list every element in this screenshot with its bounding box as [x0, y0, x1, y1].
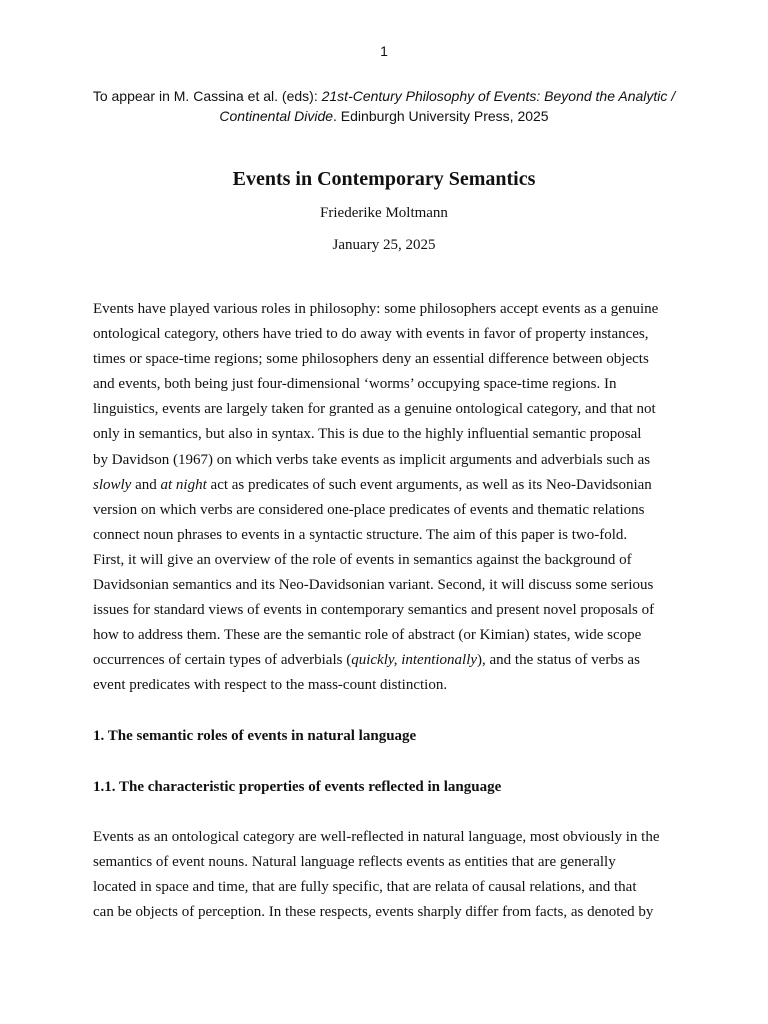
paper-date: January 25, 2025: [332, 237, 436, 253]
abstract-line: and events, both being just four-dimensional ‘worms’ occupying space-time regions. In: [93, 376, 617, 393]
italic-term: quickly, intentionally: [351, 652, 478, 669]
abstract-line: [93, 473, 693, 498]
abstract-line: version on which verbs are considered one-place predicates of events and thematic relations: [93, 501, 645, 518]
citation-note: [60, 86, 708, 126]
abstract-line: [93, 648, 693, 673]
paper-title: Events in Contemporary Semantics: [232, 168, 536, 190]
abstract-line: how to address them. These are the semantic role of abstract (or Kimian) states, wide scope: [93, 627, 642, 644]
abstract-line: ontological category, others have tried to do away with events in favor of property instances,: [93, 326, 649, 343]
abstract-line: by Davidson (1967) on which verbs take events as implicit arguments and adverbials such as: [93, 451, 651, 468]
body-line: located in space and time, that are fully specific, that are relata of causal relations, and that: [93, 879, 637, 896]
italic-term: slowly: [93, 476, 132, 493]
book-title-line1: 21st-Century Philosophy of Events: Beyond the Analytic /: [321, 88, 676, 104]
citation-prefix: To appear in M. Cassina et al. (eds):: [92, 88, 322, 104]
paper-author: Friederike Moltmann: [320, 205, 448, 221]
book-title-line2: Continental Divide: [219, 108, 334, 124]
abstract-text: ), and the status of verbs as: [477, 652, 640, 669]
abstract-line: times or space-time regions; some philosophers deny an essential difference between objects: [93, 351, 649, 368]
page-number: 1: [380, 43, 388, 59]
abstract-line: Davidsonian semantics and its Neo-Davidsonian variant. Second, it will discuss some serious: [93, 577, 654, 594]
section-heading: 1. The semantic roles of events in natural language: [93, 728, 417, 744]
abstract-line: issues for standard views of events in contemporary semantics and present novel proposals of: [93, 602, 655, 619]
body-paragraph: [93, 825, 693, 925]
body-line: semantics of event nouns. Natural language reflects events as entities that are generally: [93, 854, 616, 871]
subsection-heading: 1.1. The characteristic properties of events reflected in language: [93, 779, 502, 795]
body-line: can be objects of perception. In these respects, events sharply differ from facts, as denoted by: [93, 904, 654, 921]
abstract-text: act as predicates of such event arguments, as well as its Neo-Davidsonian: [206, 476, 652, 493]
abstract-line: First, it will give an overview of the role of events in semantics against the background of: [93, 551, 632, 568]
italic-term: at night: [160, 476, 207, 493]
abstract-paragraph: [93, 297, 693, 699]
body-line: Events as an ontological category are well-reflected in natural language, most obviously in the: [93, 829, 660, 845]
abstract-line: linguistics, events are largely taken for granted as a genuine ontological category, and that not: [93, 401, 656, 418]
citation-publisher: . Edinburgh University Press, 2025: [333, 108, 549, 124]
abstract-line: only in semantics, but also in syntax. This is due to the highly influential semantic proposal: [93, 426, 642, 443]
abstract-text: occurrences of certain types of adverbials (: [93, 652, 352, 669]
abstract-line: connect noun phrases to events in a syntactic structure. The aim of this paper is two-fold.: [93, 526, 628, 543]
abstract-text: and: [131, 476, 161, 493]
abstract-line: event predicates with respect to the mass-count distinction.: [93, 677, 448, 694]
abstract-line: Events have played various roles in philosophy: some philosophers accept events as a genuine: [93, 301, 659, 317]
